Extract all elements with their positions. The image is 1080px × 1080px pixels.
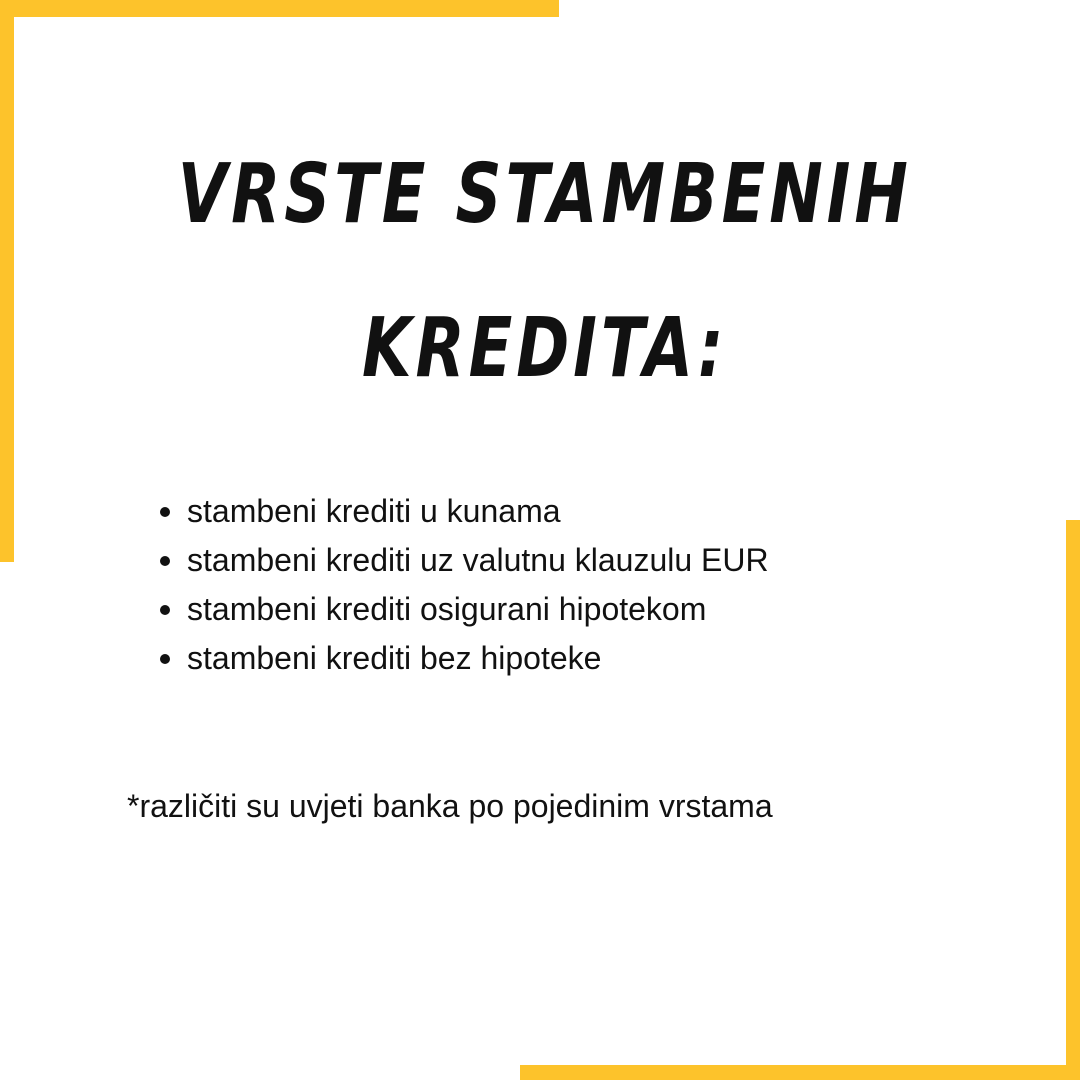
bullet-icon (160, 654, 170, 664)
title-line-2: KREDITA: (361, 301, 728, 396)
title-line-1: VRSTE STAMBENIH (177, 147, 912, 242)
bullet-icon (160, 556, 170, 566)
bullet-icon (160, 507, 170, 517)
corner-bracket-bottom-right-horizontal (520, 1065, 1080, 1080)
list-item-text: stambeni krediti uz valutnu klauzulu EUR (187, 542, 769, 578)
list-item (187, 487, 769, 536)
list-item-text: stambeni krediti osigurani hipotekom (187, 591, 707, 627)
list-item (187, 585, 769, 634)
corner-bracket-bottom-right-vertical (1066, 520, 1080, 1080)
list-item (187, 536, 769, 585)
loan-types-list (187, 487, 769, 683)
bullet-icon (160, 605, 170, 615)
corner-bracket-top-left-vertical (0, 0, 14, 562)
page-title (124, 118, 966, 426)
list-item-text: stambeni krediti bez hipoteke (187, 640, 602, 676)
list-item-text: stambeni krediti u kunama (187, 493, 561, 529)
list-item (187, 634, 769, 683)
footnote: *različiti su uvjeti banka po pojedinim vrstama (127, 788, 773, 824)
corner-bracket-top-left-horizontal (0, 0, 559, 17)
